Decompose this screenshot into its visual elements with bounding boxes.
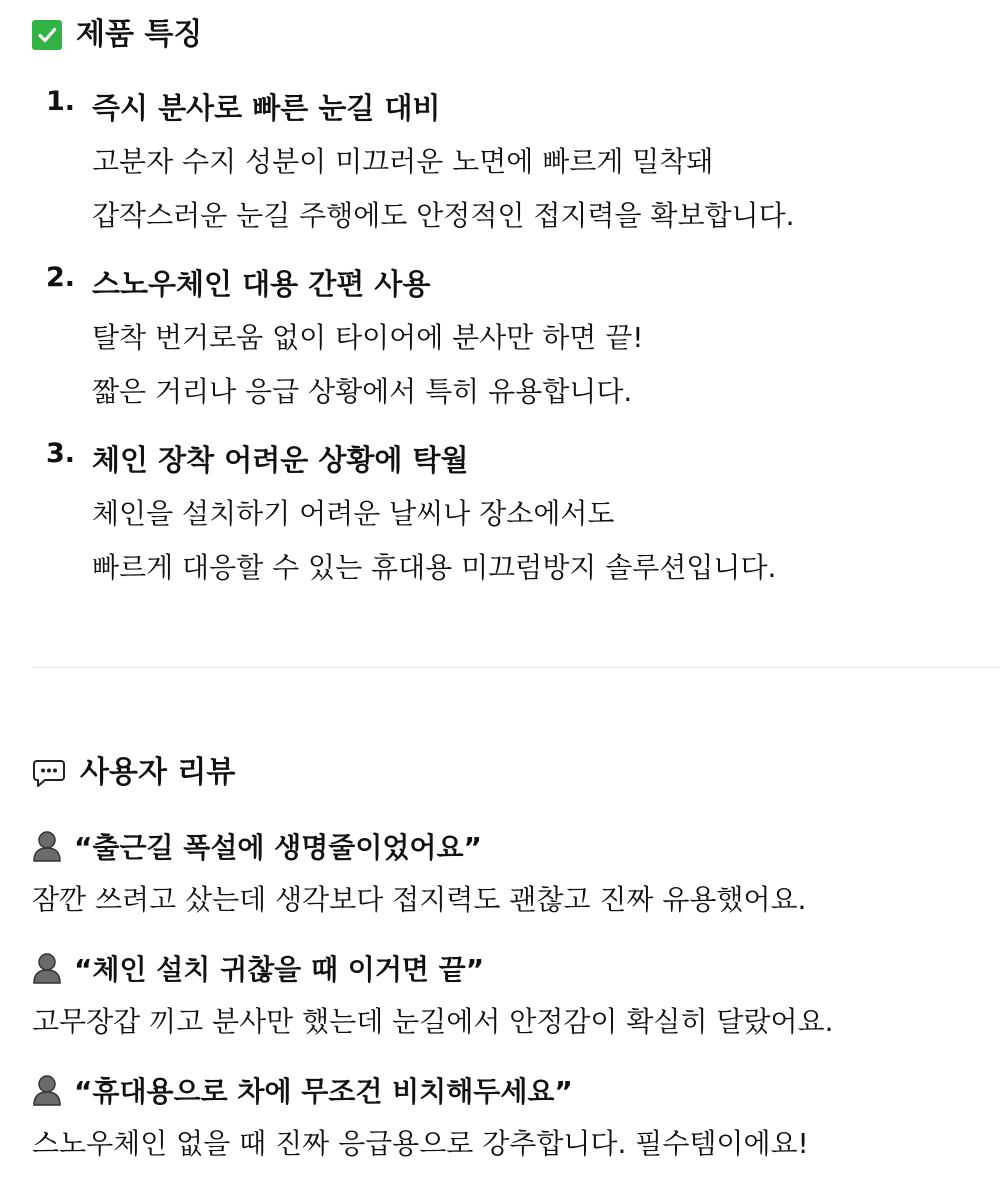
check-mark-button-icon bbox=[32, 20, 62, 50]
feature-description-line: 갑작스러운 눈길 주행에도 안정적인 접지력을 확보합니다. bbox=[92, 199, 795, 232]
feature-number: 3. bbox=[46, 438, 76, 469]
features-title-row bbox=[32, 17, 1000, 52]
feature-heading: 즉시 분사로 빠른 눈길 대비 bbox=[92, 91, 441, 125]
feature-number: 2. bbox=[46, 262, 76, 293]
speech-balloon-icon bbox=[32, 758, 66, 788]
feature-number: 1. bbox=[46, 86, 76, 117]
person-icon bbox=[32, 952, 62, 984]
feature-description-line: 짧은 거리나 응급 상황에서 특히 유용합니다. bbox=[92, 375, 633, 408]
review-quote bbox=[32, 948, 484, 988]
features-section bbox=[32, 17, 1000, 600]
review-body: 잠깐 쓰려고 샀는데 생각보다 접지력도 괜찮고 진짜 유용했어요. bbox=[32, 883, 807, 916]
feature-heading: 스노우체인 대용 간편 사용 bbox=[92, 267, 431, 301]
review-body: 고무장갑 끼고 분사만 했는데 눈길에서 안정감이 확실히 달랐어요. bbox=[32, 1005, 834, 1038]
reviews-title: 사용자 리뷰 bbox=[80, 755, 236, 790]
reviews-title-row bbox=[32, 755, 1000, 790]
feature-description-line: 고분자 수지 성분이 미끄러운 노면에 빠르게 밀착돼 bbox=[92, 145, 714, 178]
section-divider bbox=[32, 667, 1000, 668]
review-quote bbox=[32, 826, 482, 866]
person-icon bbox=[32, 1074, 62, 1106]
review-quote-text: “출근길 폭설에 생명줄이었어요” bbox=[74, 831, 482, 864]
feature-description-line: 체인을 설치하기 어려운 날씨나 장소에서도 bbox=[92, 497, 615, 530]
review-quote-text: “체인 설치 귀찮을 때 이거면 끝” bbox=[74, 953, 485, 986]
review-quote-text: “휴대용으로 차에 무조건 비치해두세요” bbox=[74, 1075, 573, 1108]
feature-heading: 체인 장착 어려운 상황에 탁월 bbox=[92, 443, 469, 477]
person-icon bbox=[32, 830, 62, 862]
review-quote bbox=[32, 1070, 573, 1110]
feature-description-line: 빠르게 대응할 수 있는 휴대용 미끄럼방지 솔루션입니다. bbox=[92, 551, 777, 584]
reviews-section bbox=[32, 755, 1000, 1178]
feature-description-line: 탈착 번거로움 없이 타이어에 분사만 하면 끝! bbox=[92, 321, 644, 354]
review-body: 스노우체인 없을 때 진짜 응급용으로 강추합니다. 필수템이에요! bbox=[32, 1127, 809, 1160]
features-title: 제품 특징 bbox=[76, 17, 203, 52]
